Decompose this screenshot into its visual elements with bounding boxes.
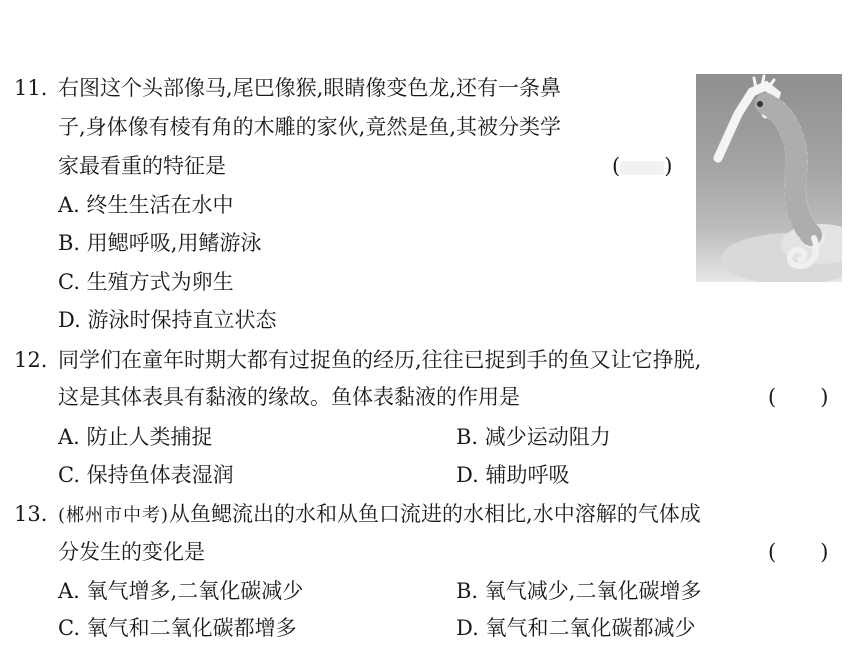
question-text-line: 分发生的变化是 [58, 540, 205, 564]
option-d[interactable]: D. 游泳时保持直立状态 [58, 308, 277, 332]
answer-bracket[interactable]: ( ) [612, 154, 673, 178]
option-b[interactable]: B. 用鳃呼吸,用鳍游泳 [58, 231, 262, 255]
option-d[interactable]: D. 辅助呼吸 [456, 463, 570, 487]
question-text-line: 同学们在童年时期大都有过捉鱼的经历,往往已捉到手的鱼又让它挣脱, [58, 348, 702, 372]
option-a[interactable]: A. 氧气增多,二氧化碳减少 [58, 579, 304, 603]
option-c[interactable]: C. 保持鱼体表湿润 [58, 463, 234, 487]
question-number: 12. [14, 348, 48, 372]
question-number: 13. [14, 502, 48, 526]
answer-bracket[interactable]: ( ) [768, 540, 829, 564]
option-b[interactable]: B. 氧气减少,二氧化碳增多 [456, 579, 702, 603]
answer-blank[interactable] [620, 161, 664, 175]
answer-bracket[interactable]: ( ) [768, 385, 829, 409]
question-text-line: 家最看重的特征是 [58, 154, 226, 178]
question-text-line: 这是其体表具有黏液的缘故。鱼体表黏液的作用是 [58, 385, 520, 409]
option-c[interactable]: C. 氧气和二氧化碳都增多 [58, 616, 297, 640]
answer-blank[interactable] [776, 392, 820, 406]
option-c[interactable]: C. 生殖方式为卵生 [58, 270, 234, 294]
option-a[interactable]: A. 防止人类捕捉 [58, 425, 213, 449]
question-source: (郴州市中考) [58, 505, 170, 526]
question-text-line: 子,身体像有棱有角的木雕的家伙,竟然是鱼,其被分类学 [58, 115, 562, 139]
option-a[interactable]: A. 终生生活在水中 [58, 193, 234, 217]
question-number: 11. [14, 76, 48, 100]
question-text-line: 右图这个头部像马,尾巴像猴,眼睛像变色龙,还有一条鼻 [58, 76, 562, 100]
question-text-line: (郴州市中考)从鱼鳃流出的水和从鱼口流进的水相比,水中溶解的气体成 [58, 502, 701, 526]
answer-blank[interactable] [776, 547, 820, 561]
option-b[interactable]: B. 减少运动阻力 [456, 425, 611, 449]
option-d[interactable]: D. 氧气和二氧化碳都减少 [456, 616, 696, 640]
seahorse-photo-icon [696, 74, 842, 282]
